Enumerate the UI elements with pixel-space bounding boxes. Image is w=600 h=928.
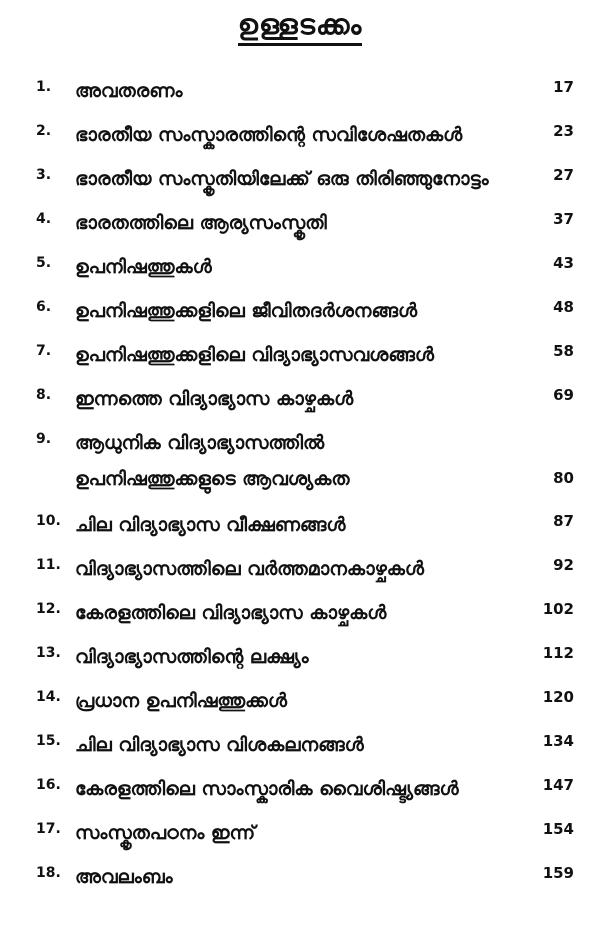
entry-title: [75, 425, 505, 497]
entry-page-number: 92: [553, 556, 574, 574]
entry-number: 16.: [36, 777, 61, 793]
entry-page-number: 58: [553, 342, 574, 360]
entry-title: ഉപനിഷത്തുക്കളിലെ വിദ്യാഭ്യാസവശങ്ങൾ: [75, 344, 434, 366]
entry-page-number: 17: [553, 78, 574, 96]
page-title-text: ഉള്ളടക്കം: [238, 8, 362, 46]
entry-title: അവതരണം: [75, 80, 183, 102]
entry-title: ചില വിദ്യാഭ്യാസ വീക്ഷണങ്ങൾ: [75, 514, 346, 536]
toc-entry-5: [0, 240, 600, 284]
entry-page-number: 23: [553, 122, 574, 140]
toc-entry-12: [0, 586, 600, 630]
entry-title: ചില വിദ്യാഭ്യാസ വിശകലനങ്ങൾ: [75, 734, 364, 756]
entry-title-line-1: ആധുനിക വിദ്യാഭ്യാസത്തിൽ: [75, 432, 325, 454]
entry-number: 15.: [36, 733, 61, 749]
entry-title: കേരളത്തിലെ വിദ്യാഭ്യാസ കാഴ്ചകൾ: [75, 602, 387, 624]
entry-title: ഭാരതീയ സംസ്കൃതിയിലേക്ക് ഒരു തിരിഞ്ഞുനോട്ടം: [75, 168, 489, 190]
toc-entry-4: [0, 196, 600, 240]
entry-page-number: 27: [553, 166, 574, 184]
toc-entry-7: [0, 328, 600, 372]
toc-entry-11: [0, 542, 600, 586]
entry-page-number: 87: [553, 512, 574, 530]
entry-page-number: 120: [542, 688, 574, 706]
entry-title-line-2: ഉപനിഷത്തുക്കളുടെ ആവശ്യകത: [75, 468, 350, 490]
entry-number: 1.: [36, 79, 52, 95]
toc-entry-17: [0, 806, 600, 850]
entry-number: 7.: [36, 343, 52, 359]
entry-number: 5.: [36, 255, 52, 271]
entry-page-number: 48: [553, 298, 574, 316]
toc-entry-10: [0, 498, 600, 542]
entry-page-number: 102: [542, 600, 574, 618]
entry-page-number: 37: [553, 210, 574, 228]
entry-number: 12.: [36, 601, 61, 617]
toc-entry-13: [0, 630, 600, 674]
toc-entry-2: [0, 108, 600, 152]
toc-entry-9: [0, 416, 600, 498]
entry-page-number: 43: [553, 254, 574, 272]
toc-entry-1: [0, 64, 600, 108]
entry-page-number: 112: [542, 644, 574, 662]
toc-entry-6: [0, 284, 600, 328]
entry-number: 10.: [36, 513, 61, 529]
entry-title: ഉപനിഷത്തുക്കളിലെ ജീവിതദർശനങ്ങൾ: [75, 300, 418, 322]
entry-title: വിദ്യാഭ്യാസത്തിലെ വർത്തമാനകാഴ്ചകൾ: [75, 558, 424, 580]
entry-page-number: 80: [553, 469, 574, 487]
entry-title: ഇന്നത്തെ വിദ്യാഭ്യാസ കാഴ്ചകൾ: [75, 388, 354, 410]
entry-number: 8.: [36, 387, 52, 403]
toc-entry-15: [0, 718, 600, 762]
entry-number: 6.: [36, 299, 52, 315]
entry-title: കേരളത്തിലെ സാംസ്കാരിക വൈശിഷ്ട്യങ്ങൾ: [75, 778, 459, 800]
entry-page-number: 147: [542, 776, 574, 794]
entry-number: 17.: [36, 821, 61, 837]
toc-entry-3: [0, 152, 600, 196]
entry-number: 13.: [36, 645, 61, 661]
toc-entry-18: [0, 850, 600, 894]
entry-page-number: 154: [542, 820, 574, 838]
entry-number: 18.: [36, 865, 61, 881]
entry-title: പ്രധാന ഉപനിഷത്തുക്കൾ: [75, 690, 287, 712]
entry-title: ഭാരതീയ സംസ്കാരത്തിന്റെ സവിശേഷതകൾ: [75, 124, 463, 146]
entry-number: 3.: [36, 167, 52, 183]
toc-entry-8: [0, 372, 600, 416]
entry-number: 14.: [36, 689, 61, 705]
entry-number: 11.: [36, 557, 61, 573]
toc-entry-16: [0, 762, 600, 806]
entry-title: സംസ്കൃതപഠനം ഇന്ന്: [75, 822, 256, 844]
entry-page-number: 134: [542, 732, 574, 750]
toc-entry-14: [0, 674, 600, 718]
entry-number: 2.: [36, 123, 52, 139]
entry-title: വിദ്യാഭ്യാസത്തിന്റെ ലക്ഷ്യം: [75, 646, 309, 668]
page-title: [0, 8, 600, 42]
entry-title: ഭാരതത്തിലെ ആര്യസംസ്കൃതി: [75, 212, 327, 234]
entry-title: അവലംബം: [75, 866, 173, 888]
entry-number: 4.: [36, 211, 52, 227]
entry-title: ഉപനിഷത്തുകൾ: [75, 256, 212, 278]
table-of-contents: [0, 64, 600, 894]
entry-page-number: 69: [553, 386, 574, 404]
entry-page-number: 159: [542, 864, 574, 882]
entry-number: 9.: [36, 431, 52, 447]
